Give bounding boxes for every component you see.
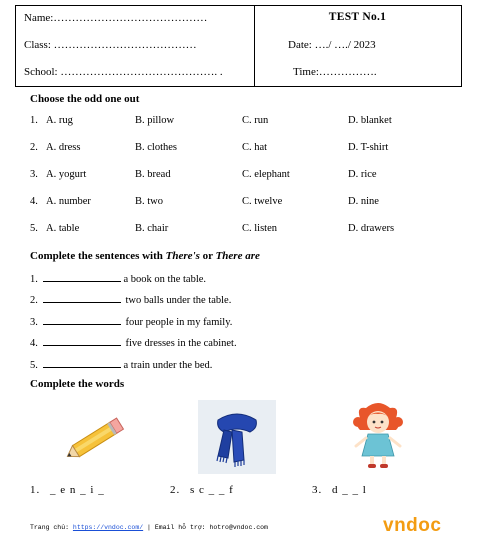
section-complete-sentences-title: [30, 250, 260, 262]
word-pattern: s c _ _ f: [190, 484, 234, 496]
option-b: B. bread: [135, 169, 171, 180]
school-field: School: ……………………………………. .: [24, 66, 223, 78]
word-number: 3.: [312, 484, 323, 496]
answer-blank[interactable]: [43, 314, 121, 325]
option-d: D. blanket: [348, 115, 392, 126]
question-number: 2.: [30, 142, 38, 153]
sentence-number: 1.: [30, 274, 38, 285]
option-c: C. run: [242, 115, 269, 126]
option-c: C. elephant: [242, 169, 290, 180]
word-item: [312, 484, 367, 496]
sentence-text: a train under the bed.: [123, 360, 213, 371]
word-number: 1.: [30, 484, 41, 496]
option-a: A. yogurt: [46, 169, 87, 180]
option-c: C. twelve: [242, 196, 283, 207]
sentence-row: [30, 335, 237, 349]
vndoc-logo: vndoc: [383, 515, 442, 536]
support-email[interactable]: hotro@vndoc.com: [209, 524, 268, 531]
option-b: B. chair: [135, 223, 169, 234]
option-d: D. drawers: [348, 223, 395, 234]
option-a: A. dress: [46, 142, 81, 153]
sentence-number: 4.: [30, 338, 38, 349]
option-c: C. hat: [242, 142, 268, 153]
section-complete-words-title: Complete the words: [30, 378, 125, 390]
sentence-number: 5.: [30, 360, 38, 371]
section-title-option-2: There are: [215, 250, 260, 262]
footer: [30, 524, 268, 531]
option-d: D. nine: [348, 196, 379, 207]
section-title-option-1: There's: [165, 250, 200, 262]
name-field: Name:……………………………………: [24, 12, 208, 24]
date-field: Date: …./ …./ 2023: [288, 39, 376, 51]
class-field: Class: …………………………………: [24, 39, 197, 51]
section-odd-one-out-title: Choose the odd one out: [30, 93, 140, 105]
answer-blank[interactable]: [43, 357, 121, 368]
scarf-icon: [198, 400, 276, 474]
doll-icon: [350, 400, 406, 472]
sentence-text: two balls under the table.: [125, 295, 232, 306]
sentence-row: [30, 357, 212, 371]
word-pattern: _ e n _ i _: [50, 484, 105, 496]
word-item: [30, 484, 105, 496]
sentence-row: [30, 292, 231, 306]
word-number: 2.: [170, 484, 181, 496]
option-a: A. rug: [46, 115, 73, 126]
option-b: B. two: [135, 196, 164, 207]
option-a: A. table: [46, 223, 80, 234]
sentence-text: a book on the table.: [123, 274, 207, 285]
word-item: [170, 484, 234, 496]
footer-middle: | Email hỗ trợ:: [143, 524, 210, 531]
time-field: Time:…………….: [293, 66, 377, 78]
option-c: C. listen: [242, 223, 278, 234]
sentence-row: [30, 271, 206, 285]
sentence-text: four people in my family.: [125, 317, 233, 328]
answer-blank[interactable]: [43, 271, 121, 282]
answer-blank[interactable]: [43, 292, 121, 303]
section-title-start: Complete the sentences with: [30, 250, 166, 262]
section-title-mid: or: [199, 250, 216, 262]
question-number: 3.: [30, 169, 38, 180]
sentence-text: five dresses in the cabinet.: [125, 338, 237, 349]
option-b: B. pillow: [135, 115, 175, 126]
question-number: 4.: [30, 196, 38, 207]
home-link[interactable]: https://vndoc.com/: [72, 524, 144, 531]
sentence-row: [30, 314, 232, 328]
option-a: A. number: [46, 196, 91, 207]
question-number: 5.: [30, 223, 38, 234]
option-d: D. rice: [348, 169, 377, 180]
sentence-number: 2.: [30, 295, 38, 306]
answer-blank[interactable]: [43, 335, 121, 346]
word-pattern: d _ _ l: [332, 484, 367, 496]
option-d: D. T-shirt: [348, 142, 389, 153]
footer-prefix: Trang chủ:: [30, 524, 73, 531]
sentence-number: 3.: [30, 317, 38, 328]
question-number: 1.: [30, 115, 38, 126]
option-b: B. clothes: [135, 142, 177, 153]
pencil-icon: [62, 412, 130, 464]
header-box: [15, 5, 462, 87]
test-title: TEST No.1: [328, 11, 387, 23]
